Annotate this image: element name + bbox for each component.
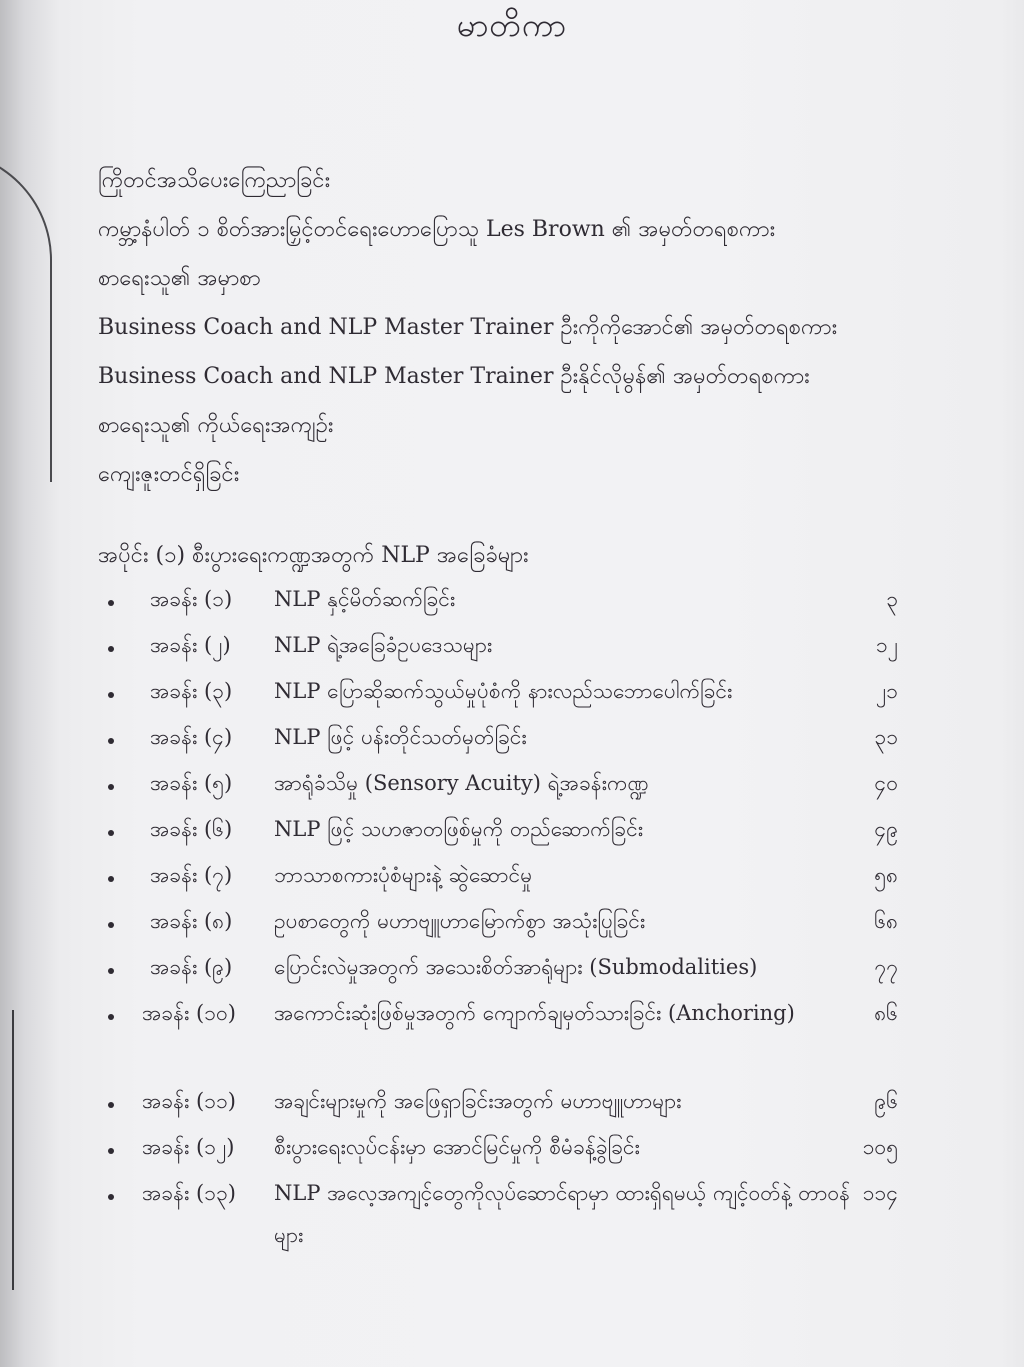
front-matter-item: Business Coach and NLP Master Trainer ဦးနိုင်လိုမွန်၏ အမှတ်တရစကား <box>98 364 810 389</box>
front-matter-item: Business Coach and NLP Master Trainer ဦးကိုကိုအောင်၏ အမှတ်တရစကား <box>98 315 838 340</box>
front-matter-list <box>98 156 938 499</box>
lesson-number: အခန်း (၁၂) <box>142 1135 235 1159</box>
bullet-icon <box>108 876 114 882</box>
page-number: ၇၇ <box>874 955 898 979</box>
chapter-title: NLP ပြောဆိုဆက်သွယ်မှုပုံစံကို နားလည်သဘောပေါက်ခြင်း <box>274 679 733 703</box>
bullet-icon <box>108 922 114 928</box>
table-of-contents <box>108 586 908 1268</box>
lesson-number: အခန်း (၅) <box>150 771 233 795</box>
toc-row <box>108 1180 908 1268</box>
bullet-icon <box>108 1194 114 1200</box>
front-matter-item: ကြိုတင်အသိပေးကြေညာခြင်း <box>98 168 331 193</box>
chapter-title: အချင်းများမှုကို အဖြေရှာခြင်းအတွက် မဟာဗျူဟာများ <box>274 1089 682 1113</box>
bullet-icon <box>108 1148 114 1154</box>
toc-row <box>108 1000 908 1088</box>
front-matter-item: ကျေးဇူးတင်ရှိခြင်း <box>98 462 240 487</box>
lesson-number: အခန်း (၁) <box>150 587 233 611</box>
page-title: မာတိကာ <box>456 6 568 44</box>
chapter-title: NLP ဖြင့် ပန်းတိုင်သတ်မှတ်ခြင်း <box>274 725 527 749</box>
page-number: ၈၆ <box>874 1001 898 1025</box>
chapter-title: NLP နှင့်မိတ်ဆက်ခြင်း <box>274 587 456 611</box>
chapter-title: ဥပစာတွေကို မဟာဗျူဟာမြောက်စွာ အသုံးပြုခြင်း <box>274 909 646 933</box>
page-number: ၃ <box>886 587 898 611</box>
page-number: ၁၁၄ <box>862 1181 898 1205</box>
lesson-number: အခန်း (၈) <box>150 909 233 933</box>
page-number: ၂၁ <box>875 679 898 703</box>
chapter-title: စီးပွားရေးလုပ်ငန်းမှာ အောင်မြင်မှုကို စီမံခန့်ခွဲခြင်း <box>274 1135 640 1159</box>
chapter-title: ပြောင်းလဲမှုအတွက် အသေးစိတ်အာရုံများ (Submodalities) <box>274 955 758 979</box>
page-number: ၄၉ <box>874 817 898 841</box>
bullet-icon <box>108 830 114 836</box>
bullet-icon <box>108 738 114 744</box>
front-matter-item: စာရေးသူ၏ အမှာစာ <box>98 266 261 291</box>
front-matter-item: ကမ္ဘာ့နံပါတ် ၁ စိတ်အားမြှင့်တင်ရေးဟောပြောသူ Les Brown ၏ အမှတ်တရစကား <box>98 217 776 242</box>
lesson-number: အခန်း (၃) <box>150 679 233 703</box>
lesson-number: အခန်း (၁၀) <box>142 1001 236 1025</box>
page-number: ၉၆ <box>874 1089 898 1113</box>
page-number: ၄၀ <box>874 771 898 795</box>
lesson-number: အခန်း (၆) <box>150 817 233 841</box>
page-edge-curve <box>0 150 52 482</box>
page-number: ၁၂ <box>875 633 898 657</box>
chapter-title: အာရုံခံသိမှု (Sensory Acuity) ရဲ့အခန်းကဏ္ဍ <box>274 771 649 795</box>
page-number: ၅၈ <box>874 863 898 887</box>
bullet-icon <box>108 784 114 790</box>
chapter-title: NLP ရဲ့အခြေခံဥပဒေသများ <box>274 633 493 657</box>
bullet-icon <box>108 600 114 606</box>
bullet-icon <box>108 692 114 698</box>
chapter-title: NLP ဖြင့် သဟဇာတဖြစ်မှုကို တည်ဆောက်ခြင်း <box>274 817 644 841</box>
chapter-title: အကောင်းဆုံးဖြစ်မှုအတွက် ကျောက်ချမှတ်သားခြင်း (Anchoring) <box>274 1001 795 1025</box>
lesson-number: အခန်း (၁၃) <box>142 1181 236 1205</box>
front-matter-item: စာရေးသူ၏ ကိုယ်ရေးအကျဉ်း <box>98 413 334 438</box>
page-number: ၃၁ <box>874 725 898 749</box>
lesson-number: အခန်း (၇) <box>150 863 233 887</box>
lesson-number: အခန်း (၂) <box>150 633 231 657</box>
bullet-icon <box>108 1102 114 1108</box>
lesson-number: အခန်း (၄) <box>150 725 233 749</box>
lesson-number: အခန်း (၁၁) <box>142 1089 236 1113</box>
bullet-icon <box>108 646 114 652</box>
bullet-icon <box>108 968 114 974</box>
page-number: ၁၀၅ <box>862 1135 898 1159</box>
page-edge-mark <box>0 1010 14 1290</box>
bullet-icon <box>108 1014 114 1020</box>
chapter-title: ဘာသာစကားပုံစံများနဲ့ ဆွဲဆောင်မှု <box>274 863 533 887</box>
page-number: ၆၈ <box>874 909 898 933</box>
lesson-number: အခန်း (၉) <box>150 955 233 979</box>
chapter-title: NLP အလေ့အကျင့်တွေကိုလုပ်ဆောင်ရာမှာ ထားရှိရမယ့် ကျင့်ဝတ်နဲ့ တာဝန်များ <box>274 1181 851 1247</box>
section-heading: အပိုင်း (၁) စီးပွားရေးကဏ္ဍအတွက် NLP အခြေခံများ <box>98 543 529 568</box>
